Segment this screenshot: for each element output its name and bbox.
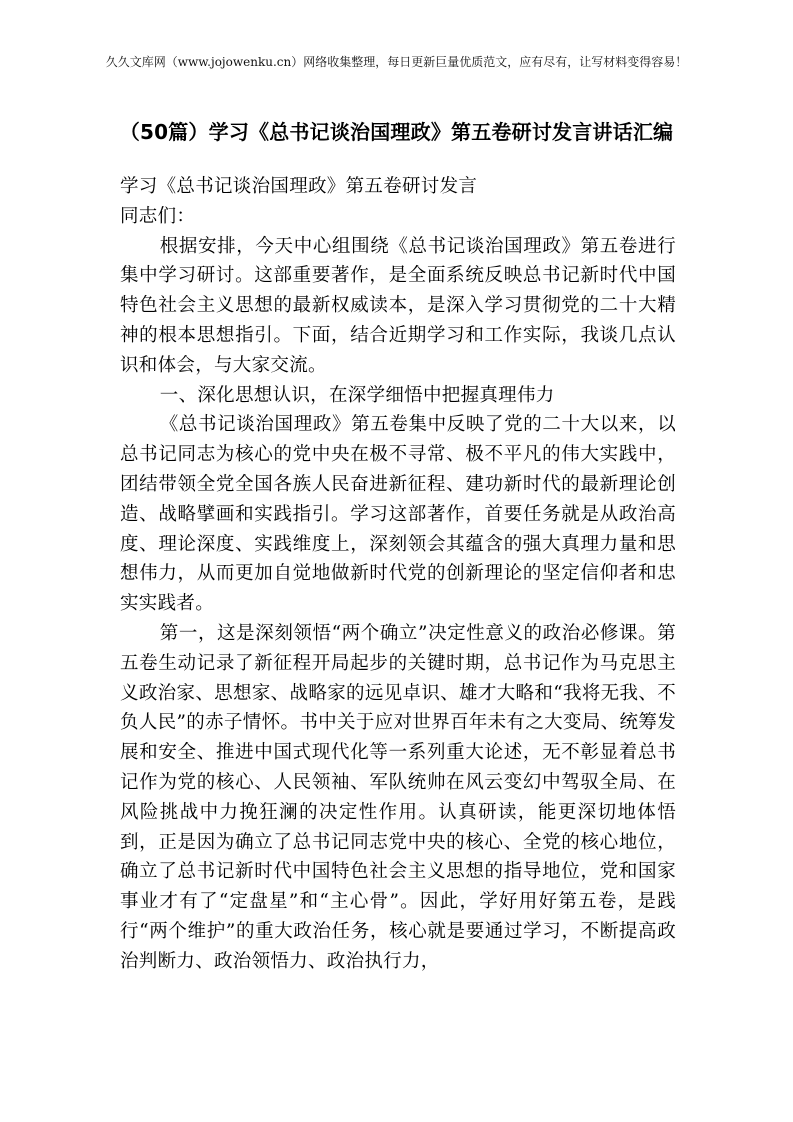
document-title: （50篇）学习《总书记谈治国理政》第五卷研讨发言讲话汇编 xyxy=(119,120,674,144)
site-header-note: 久久文库网（www.jojowenku.cn）网络收集整理，每日更新巨量优质范文，应有尽有，让写材料变得容易！ xyxy=(105,55,688,69)
body-paragraph: 《总书记谈治国理政》第五卷集中反映了党的二十大以来，以总书记同志为核心的党中央在极不寻常、极不平凡的伟大实践中，团结带领全党全国各族人民奋进新征程、建功新时代的最新理论创造、战略擘画和实践指引。学习这部著作，首要任务就是从政治高度、理论深度、实践维度上，深刻领会其蕴含的强大真理力量和思想伟力，从而更加自觉地做新时代党的创新理论的坚定信仰者和忠实实践者。 xyxy=(120,414,676,615)
body-paragraph: 第一，这是深刻领悟“两个确立”决定性意义的政治必修课。第五卷生动记录了新征程开局起步的关键时期，总书记作为马克思主义政治家、思想家、战略家的远见卓识、雄才大略和“我将无我、不负人民”的赤子情怀。书中关于应对世界百年未有之大变局、统筹发展和安全、推进中国式现代化等一系列重大论述，无不彰显着总书记作为党的核心、人民领袖、军队统帅在风云变幻中驾驭全局、在风险挑战中力挽狂澜的决定性作用。认真研读，能更深切地体悟到，正是因为确立了总书记同志党中央的核心、全党的核心地位，确立了总书记新时代中国特色社会主义思想的指导地位，党和国家事业才有了“定盘星”和“主心骨”。因此，学好用好第五卷，是践行“两个维护”的重大政治任务，核心就是要通过学习，不断提高政治判断力、政治领悟力、政治执行力， xyxy=(120,622,676,972)
salutation: 同志们： xyxy=(120,205,196,227)
speech-heading: 学习《总书记谈治国理政》第五卷研讨发言 xyxy=(120,176,478,197)
document-body xyxy=(120,172,676,977)
intro-paragraph: 根据安排，今天中心组围绕《总书记谈治国理政》第五卷进行集中学习研讨。这部重要著作，是全面系统反映总书记新时代中国特色社会主义思想的最新权威读本，是深入学习贯彻党的二十大精神的根本思想指引。下面，结合近期学习和工作实际，我谈几点认识和体会，与大家交流。 xyxy=(120,235,676,376)
section-heading-1: 一、深化思想认识，在深学细悟中把握真理伟力 xyxy=(159,384,555,406)
